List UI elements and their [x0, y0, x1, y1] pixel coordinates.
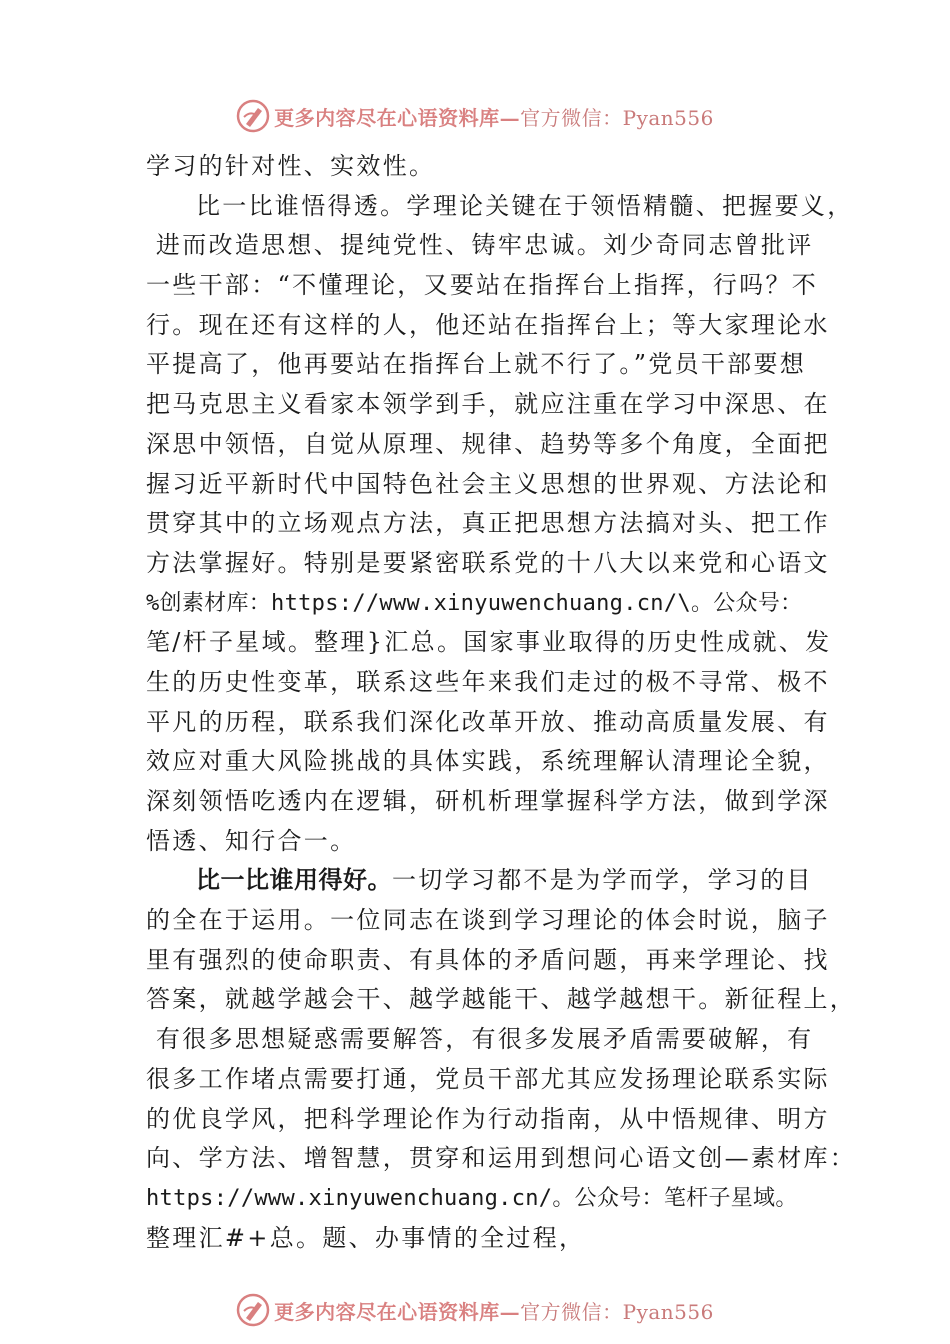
- text-line: https://www.xinyuwenchuang.cn/。公众号：笔杆子星域。: [146, 1185, 798, 1211]
- text-line: 方法掌握好。特别是要紧密联系党的十八大以来党和心语文: [146, 548, 830, 577]
- paragraph-heading: 比一比谁用得好。: [196, 866, 392, 895]
- banner-wechat: 官方微信：Pyan556: [520, 1299, 714, 1324]
- footer-banner: [0, 1290, 950, 1330]
- text-line: 行。现在还有这样的人，他还站在指挥台上；等大家理论水: [146, 310, 830, 339]
- text-line: 有很多思想疑惑需要解答，有很多发展矛盾需要破解，有: [146, 1025, 814, 1054]
- text-line: 笔/杆子星域。整理}汇总。国家事业取得的历史性成就、发: [146, 628, 832, 657]
- text-line: 一些干部：“不懂理论，又要站在指挥台上指挥，行吗？不: [146, 271, 819, 300]
- text-line: 学习的针对性、实效性。: [146, 152, 436, 180]
- text-line: 深思中领悟，自觉从原理、规律、趋势等多个角度，全面把: [146, 429, 830, 458]
- text-line: 答案，就越学越会干、越学越能干、越学越想干。新征程上，: [146, 985, 857, 1014]
- document-body: [146, 147, 857, 1258]
- text-line: 很多工作堵点需要打通，党员干部尤其应发扬理论联系实际: [146, 1064, 830, 1093]
- text-line: 进而改造思想、提纯党性、铸牢忠诚。刘少奇同志曾批评: [146, 231, 814, 260]
- paragraph-text: 一切学习都不是为学而学，学习的目: [392, 866, 813, 895]
- banner-separator: —: [499, 105, 521, 130]
- text-line: 把马克思主义看家本领学到手，就应注重在学习中深思、在: [146, 390, 830, 419]
- text-line: 比一比谁悟得透。学理论关键在于领悟精髓、把握要义，: [196, 191, 854, 220]
- text-line: 效应对重大风险挑战的具体实践，系统理解认清理论全貌，: [146, 747, 830, 776]
- text-line: 深刻领悟吃透内在逻辑，研机析理掌握科学方法，做到学深: [146, 787, 830, 815]
- text-line: 里有强烈的使命职责、有具体的矛盾问题，再来学理论、找: [146, 945, 830, 974]
- banner-title: 更多内容尽在心语资料库: [274, 105, 500, 130]
- text-line: %创素材库：https://www.xinyuwenchuang.cn/\。公众号：: [146, 590, 803, 616]
- text-line: 生的历史性变革，联系这些年来我们走过的极不寻常、极不: [146, 667, 830, 696]
- pen-logo-icon: [236, 1293, 270, 1327]
- banner-wechat: 官方微信：Pyan556: [520, 105, 714, 130]
- text-line: 平提高了，他再要站在指挥台上就不行了。”党员干部要想: [146, 350, 807, 379]
- header-banner: [0, 96, 950, 136]
- pen-logo-icon: [236, 99, 270, 133]
- banner-separator: —: [499, 1299, 521, 1324]
- text-line: 整理汇#+总。题、办事情的全过程，: [146, 1223, 586, 1252]
- paragraph-lead-line: [146, 861, 826, 901]
- text-line: 握习近平新时代中国特色社会主义思想的世界观、方法论和: [146, 469, 830, 498]
- text-line: 的全在于运用。一位同志在谈到学习理论的体会时说，脑子: [146, 906, 830, 935]
- text-line: 平凡的历程，联系我们深化改革开放、推动高质量发展、有: [146, 707, 830, 736]
- text-line: 的优良学风，把科学理论作为行动指南，从中悟规律、明方: [146, 1104, 830, 1133]
- text-line: 贯穿其中的立场观点方法，真正把思想方法搞对头、把工作: [146, 509, 830, 538]
- text-line: 向、学方法、增智慧，贯穿和运用到想问心语文创—素材库：: [146, 1144, 857, 1173]
- banner-title: 更多内容尽在心语资料库: [274, 1299, 500, 1324]
- text-line: 悟透、知行合一。: [146, 826, 357, 855]
